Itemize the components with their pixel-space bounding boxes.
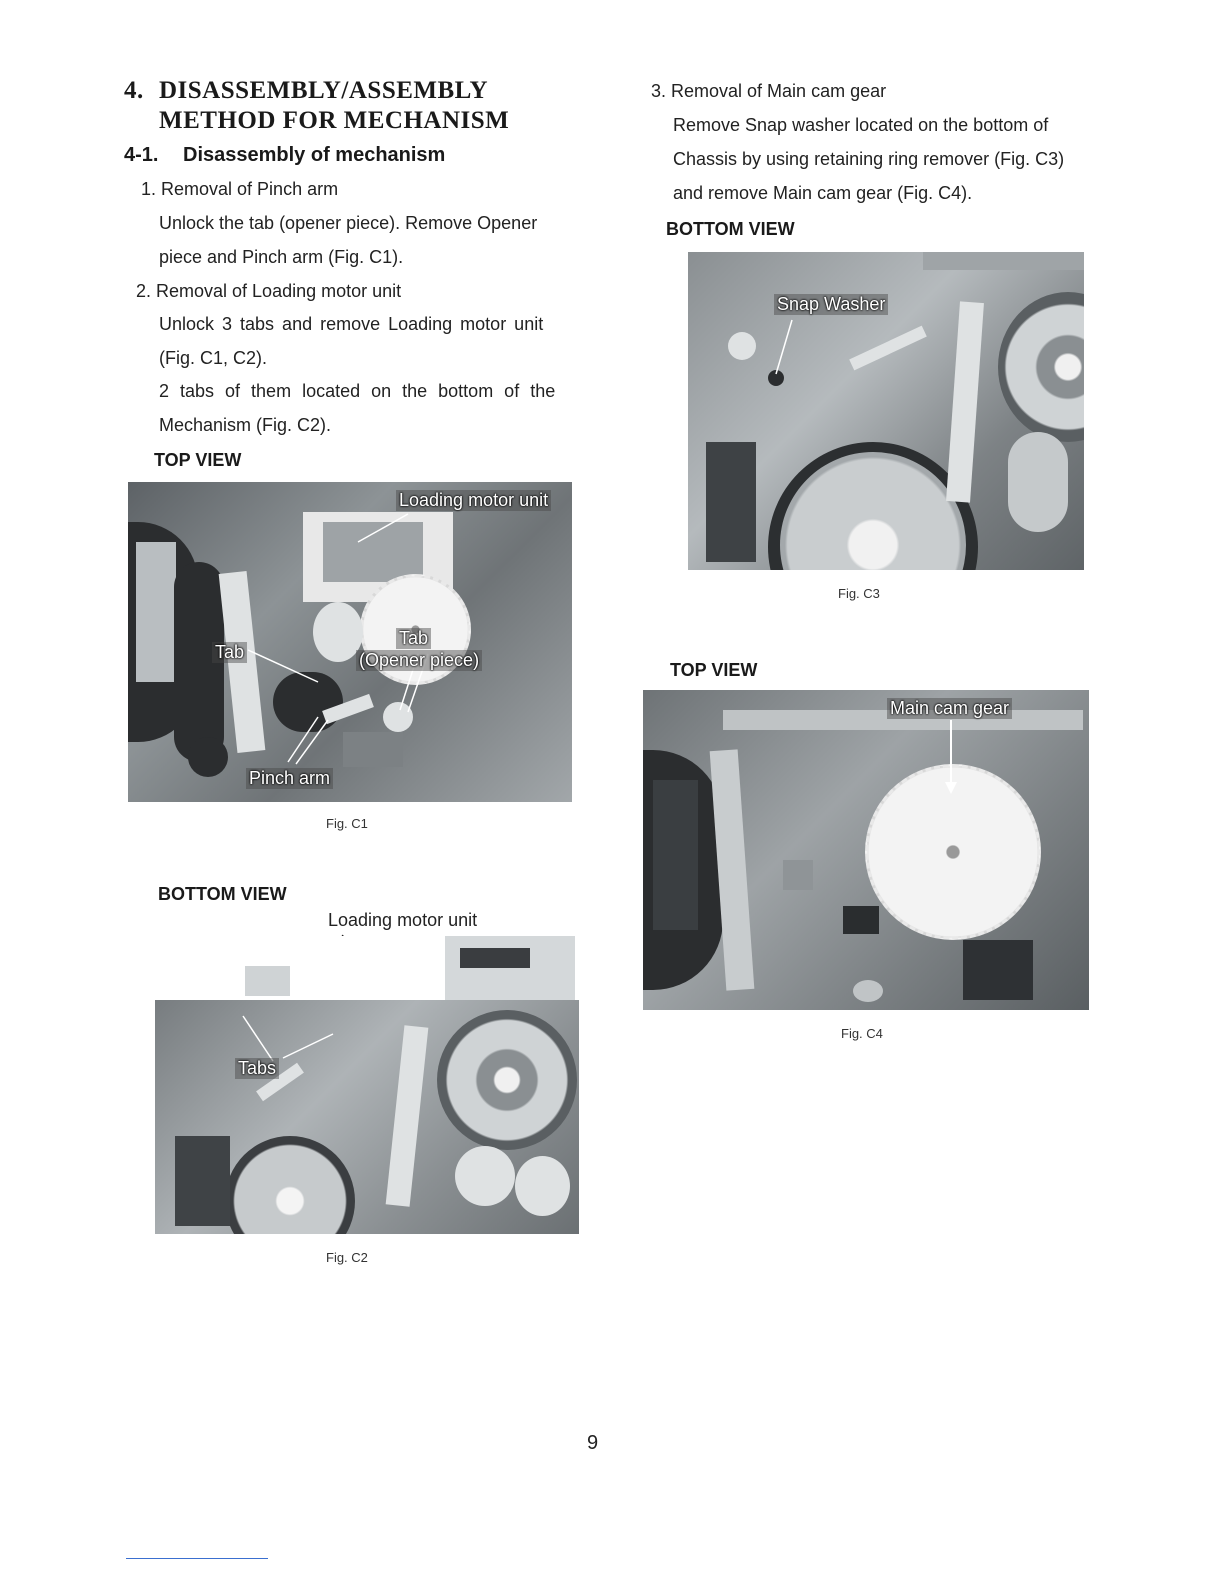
fig-c3-photo (688, 252, 1084, 570)
section-title-line2: METHOD FOR MECHANISM (159, 107, 510, 134)
step2-line2: (Fig. C1, C2). (159, 348, 268, 368)
step3-heading: 3. Removal of Main cam gear (651, 81, 887, 101)
fig-c4-photo (643, 690, 1089, 1010)
fig-c4-caption: Fig. C4 (841, 1026, 883, 1041)
step2-line1: Unlock 3 tabs and remove Loading motor unit (159, 314, 544, 334)
page-number: 9 (587, 1432, 599, 1454)
fig-c2-leader-lines (155, 936, 579, 1234)
step1-heading: 1. Removal of Pinch arm (141, 179, 339, 199)
subsection-title: Disassembly of mechanism (183, 144, 446, 166)
fig-c1-label-loading-motor: Loading motor unit (396, 490, 551, 511)
fig-c1-photo (128, 482, 572, 802)
fig-c2-label-loading-motor: Loading motor unit (328, 910, 478, 930)
fig-c1-leader-lines (128, 482, 572, 802)
step2-line3: 2 tabs of them located on the bottom of the (159, 381, 556, 401)
footnote-rule (126, 1558, 268, 1559)
fig-c2-label-tabs: Tabs (235, 1058, 279, 1079)
fig-c1-caption: Fig. C1 (326, 816, 368, 831)
fig-c1-label-tab-left: Tab (212, 642, 247, 663)
fig-c4-leader-lines (643, 690, 1089, 1010)
step3-line2: Chassis by using retaining ring remover (Fig. C3) (673, 149, 1065, 169)
top-view-label-c1: TOP VIEW (154, 450, 242, 470)
bottom-view-label-c2: BOTTOM VIEW (158, 884, 287, 904)
section-number: 4. (124, 77, 144, 104)
step1-line1: Unlock the tab (opener piece). Remove Opener (159, 213, 538, 233)
top-view-label-c4: TOP VIEW (670, 660, 758, 680)
subsection-number: 4-1. (124, 144, 159, 166)
step3-line1: Remove Snap washer located on the bottom of (673, 115, 1049, 135)
fig-c4-label-main-cam-gear: Main cam gear (887, 698, 1012, 719)
step1-line2: piece and Pinch arm (Fig. C1). (159, 247, 404, 267)
fig-c2-caption: Fig. C2 (326, 1250, 368, 1265)
fig-c2-photo (155, 936, 579, 1234)
fig-c3-caption: Fig. C3 (838, 586, 880, 601)
fig-c3-label-snap-washer: Snap Washer (774, 294, 888, 315)
bottom-view-label-c3: BOTTOM VIEW (666, 219, 795, 239)
step2-heading: 2. Removal of Loading motor unit (136, 281, 402, 301)
step3-line3: and remove Main cam gear (Fig. C4). (673, 183, 973, 203)
fig-c1-label-opener-piece: (Opener piece) (356, 650, 482, 671)
step2-line4: Mechanism (Fig. C2). (159, 415, 332, 435)
section-title-line1: DISASSEMBLY/ASSEMBLY (159, 77, 489, 104)
fig-c1-label-pinch-arm: Pinch arm (246, 768, 333, 789)
fig-c1-label-tab-right: Tab (396, 628, 431, 649)
